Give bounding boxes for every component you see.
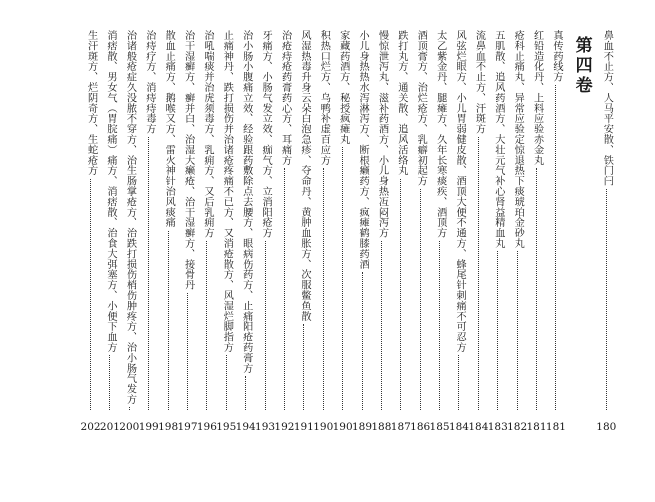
toc-entry[interactable] bbox=[372, 30, 391, 440]
toc-entry[interactable] bbox=[314, 30, 333, 440]
leader-dots bbox=[381, 241, 382, 410]
toc-entry[interactable] bbox=[488, 30, 507, 440]
toc-entry[interactable] bbox=[81, 30, 100, 440]
leader-dots bbox=[187, 293, 188, 410]
toc-entry-page: 194 bbox=[235, 420, 256, 433]
toc-entry[interactable] bbox=[391, 30, 410, 440]
table-of-contents bbox=[34, 30, 616, 440]
chapter-title: 第四卷 bbox=[571, 36, 592, 96]
toc-entry[interactable] bbox=[294, 30, 313, 440]
toc-entry-page: 195 bbox=[216, 420, 237, 433]
toc-entry-title: 慢惊泄泻丸、滋补药酒方、小儿身热冱闷泻方 bbox=[376, 30, 388, 238]
leader-dots bbox=[206, 241, 207, 410]
toc-entry[interactable] bbox=[178, 30, 197, 440]
toc-entry-title: 家藏药酒方、秘授疯瘫丸 bbox=[337, 30, 349, 145]
leader-dots bbox=[342, 147, 343, 410]
leader-dots bbox=[497, 251, 498, 410]
leader-dots bbox=[148, 137, 149, 410]
toc-entry-page: 193 bbox=[255, 420, 276, 433]
toc-entry[interactable] bbox=[597, 30, 616, 440]
toc-entry[interactable] bbox=[546, 30, 565, 440]
toc-entry[interactable] bbox=[333, 30, 352, 440]
toc-entry-page: 182 bbox=[507, 420, 528, 433]
toc-entry[interactable] bbox=[255, 30, 274, 440]
toc-entry[interactable] bbox=[507, 30, 526, 440]
leader-dots bbox=[245, 376, 246, 410]
toc-entry-title: 治干湿癣方、癣并白、治湿大癞疮、治干湿癣方、接骨丹 bbox=[182, 30, 194, 290]
toc-entry[interactable] bbox=[100, 30, 119, 440]
toc-entry-page: 192 bbox=[274, 420, 295, 433]
toc-entry[interactable] bbox=[449, 30, 468, 440]
leader-dots bbox=[226, 355, 227, 410]
toc-entry[interactable] bbox=[527, 30, 546, 440]
toc-entry-title: 酒顶膏方、治烂疮方、乳癖初起方 bbox=[415, 30, 427, 186]
toc-entry-title: 风弦烂眼方、小儿胃弱健皮散、酒顶大便不通方、蜂尾针刺痛不可忍方 bbox=[454, 30, 466, 353]
toc-entry-page: 180 bbox=[596, 420, 617, 433]
toc-entry-title: 牙痛方、小肠气发立效、痂气方、立消阳疮方 bbox=[260, 30, 272, 238]
toc-entry-page: 188 bbox=[371, 420, 392, 433]
toc-entry[interactable] bbox=[236, 30, 255, 440]
leader-dots bbox=[420, 189, 421, 410]
leader-dots bbox=[303, 324, 304, 410]
toc-entry[interactable] bbox=[158, 30, 177, 440]
toc-entry-page: 197 bbox=[177, 420, 198, 433]
leader-dots bbox=[362, 272, 363, 410]
toc-entry-page: 181 bbox=[545, 420, 566, 433]
toc-entry[interactable] bbox=[410, 30, 429, 440]
toc-entry[interactable] bbox=[430, 30, 449, 440]
leader-dots bbox=[458, 355, 459, 410]
toc-entry-title: 治诸般疮症久没脓不穿方、治生肠掌疮方、治跌打损伤梢伤肿疼方、治小肠气发方 bbox=[124, 30, 136, 405]
toc-entry[interactable] bbox=[469, 30, 488, 440]
toc-entry-title: 治疮痔疮药膏药心方、耳痛方 bbox=[279, 30, 291, 166]
leader-dots bbox=[606, 189, 607, 410]
toc-entry-page: 187 bbox=[390, 420, 411, 433]
toc-entry[interactable] bbox=[275, 30, 294, 440]
toc-entry-page: 198 bbox=[158, 420, 179, 433]
toc-entry-title: 散血止痛方、鹅喉又方、雷火神针治风痰痛 bbox=[163, 30, 175, 228]
leader-dots bbox=[129, 407, 130, 410]
leader-dots bbox=[265, 241, 266, 410]
toc-entry-title: 风湿热毒升身云朵白泡急疹、夺命丹、黄肿血胀方、次服鳖鱼散 bbox=[298, 30, 310, 322]
toc-entry-page: 183 bbox=[487, 420, 508, 433]
toc-entry[interactable] bbox=[197, 30, 216, 440]
toc-entry-title: 治痔疗方、消痔痔毒方 bbox=[143, 30, 155, 134]
chapter-heading bbox=[566, 30, 597, 440]
leader-dots bbox=[323, 168, 324, 410]
leader-dots bbox=[284, 168, 285, 410]
leader-dots bbox=[555, 85, 556, 410]
toc-entry-title: 治小肠小腹痛立效、经验跟药敷除点去腰方、眼病伤药方、止痛阳疮药膏方 bbox=[240, 30, 252, 374]
leader-dots bbox=[109, 355, 110, 410]
toc-entry[interactable] bbox=[352, 30, 371, 440]
toc-entry-page: 185 bbox=[429, 420, 450, 433]
toc-entry-page: 196 bbox=[196, 420, 217, 433]
toc-entry-page: 199 bbox=[138, 420, 159, 433]
toc-entry-title: 流鼻血不止方、汗斑方 bbox=[473, 30, 485, 134]
leader-dots bbox=[168, 231, 169, 410]
toc-entry-page: 189 bbox=[351, 420, 373, 433]
leader-dots bbox=[400, 179, 401, 410]
toc-entry-page: 184 bbox=[468, 420, 489, 433]
toc-entry-title: 真传药线方 bbox=[551, 30, 563, 82]
toc-entry-title: 小儿身热热水泻淋泻方、断根癞药方、疯瘫鹤膝药酒 bbox=[357, 30, 369, 270]
toc-entry-page: 181 bbox=[526, 420, 547, 433]
toc-entry-title: 疮科止痛丸、异常应验定惊退热下痰琥珀金砂丸 bbox=[512, 30, 524, 249]
toc-entry-page: 186 bbox=[410, 420, 431, 433]
toc-entry[interactable] bbox=[120, 30, 139, 440]
toc-entry-page: 190 bbox=[313, 420, 334, 433]
toc-entry-title: 消痞散、男女气（胃脘痛）痛方、消痞散、治食大弭塞方、小便下血方 bbox=[105, 30, 117, 353]
leader-dots bbox=[439, 241, 440, 410]
toc-entry[interactable] bbox=[139, 30, 158, 440]
toc-entry-page: 191 bbox=[293, 420, 314, 433]
toc-entry-page: 200 bbox=[119, 420, 140, 433]
toc-entry-title: 积热口烂方、乌鸭补虚百应方 bbox=[318, 30, 330, 166]
toc-entry-title: 生汗斑方、烂阴奇方、生蛇疮方 bbox=[85, 30, 97, 176]
leader-dots bbox=[90, 179, 91, 410]
toc-entry-page: 190 bbox=[332, 420, 353, 433]
toc-entry[interactable] bbox=[217, 30, 236, 440]
leader-dots bbox=[536, 168, 537, 410]
toc-entry-page: 184 bbox=[448, 420, 469, 433]
toc-entry-title: 五肌散、追风药酒方、大壮元气补心肾益精血丸 bbox=[492, 30, 504, 249]
toc-entry-title: 跌打丸方、通关散、追风活络丸 bbox=[395, 30, 407, 176]
toc-entry-title: 止痛神丹、跌打损伤并治诸疮疼痛不已方、又消疮散方、风湿烂脚指方 bbox=[221, 30, 233, 353]
leader-dots bbox=[478, 137, 479, 410]
toc-entry-title: 红铅造化丹、上料应验赤金丸 bbox=[531, 30, 543, 166]
toc-entry-title: 治吼喘痰并治虎须毒方、乳痈方、又后乳痈方 bbox=[201, 30, 213, 238]
toc-entry-title: 太乙紫金丹、腿瘫方、久年长寒痰疾、酒顶方 bbox=[434, 30, 446, 238]
toc-entry-page: 201 bbox=[99, 420, 120, 433]
toc-entry-title: 鼻血不止方、人马平安散、铁门闩 bbox=[601, 30, 613, 186]
leader-dots bbox=[517, 251, 518, 410]
toc-entry-page: 202 bbox=[80, 420, 101, 433]
